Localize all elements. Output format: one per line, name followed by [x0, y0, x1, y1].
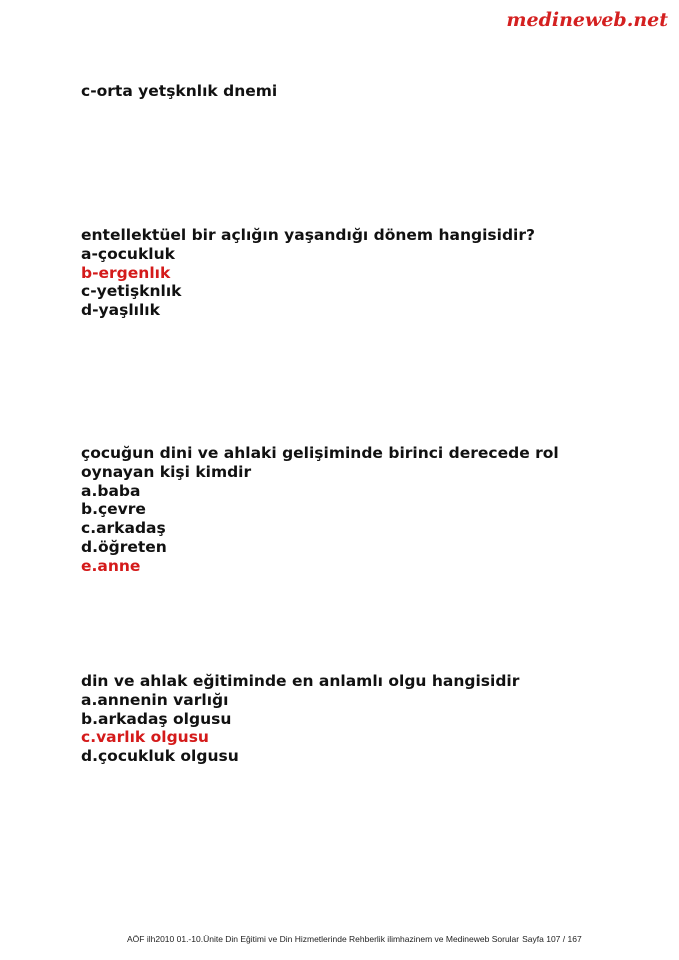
question-block: [81, 672, 641, 766]
watermark: medineweb.net: [506, 9, 668, 31]
question-text: oynayan kişi kimdir: [81, 462, 252, 481]
answer-option: a.baba: [81, 481, 141, 500]
page-number: Sayfa 107 / 167: [522, 934, 582, 944]
question-text: çocuğun dini ve ahlaki gelişiminde birinci derecede rol: [81, 444, 559, 462]
answer-option: d.öğreten: [81, 537, 167, 556]
answer-option: d.çocukluk olgusu: [81, 747, 239, 766]
question-text: entellektüel bir açlığın yaşandığı dönem hangisidir?: [81, 226, 535, 244]
answer-option: b.çevre: [81, 500, 146, 519]
answer-option: b.arkadaş olgusu: [81, 709, 232, 728]
answer-option: c-yetişknlık: [81, 282, 182, 301]
answer-option: c-orta yetşknlık dnemi: [81, 82, 278, 100]
answer-option: a-çocukluk: [81, 244, 175, 263]
answer-option: a.annenin varlığı: [81, 690, 229, 709]
answer-option-correct: b-ergenlık: [81, 263, 171, 282]
answer-option: d-yaşlılık: [81, 301, 160, 320]
footer-text: AÖF ilh2010 01.-10.Ünite Din Eğitimi ve Din Hizmetlerinde Rehberlik ilimhazinem ve Medineweb Sorular: [127, 934, 520, 944]
answer-option: c.arkadaş: [81, 519, 166, 538]
question-text: din ve ahlak eğitiminde en anlamlı olgu hangisidir: [81, 672, 520, 690]
answer-option-correct: c.varlık olgusu: [81, 728, 209, 747]
question-block: [81, 226, 641, 320]
question-block: [81, 444, 641, 576]
answer-option-correct: e.anne: [81, 556, 141, 575]
question-block: [81, 82, 641, 101]
page-footer: [127, 934, 582, 944]
